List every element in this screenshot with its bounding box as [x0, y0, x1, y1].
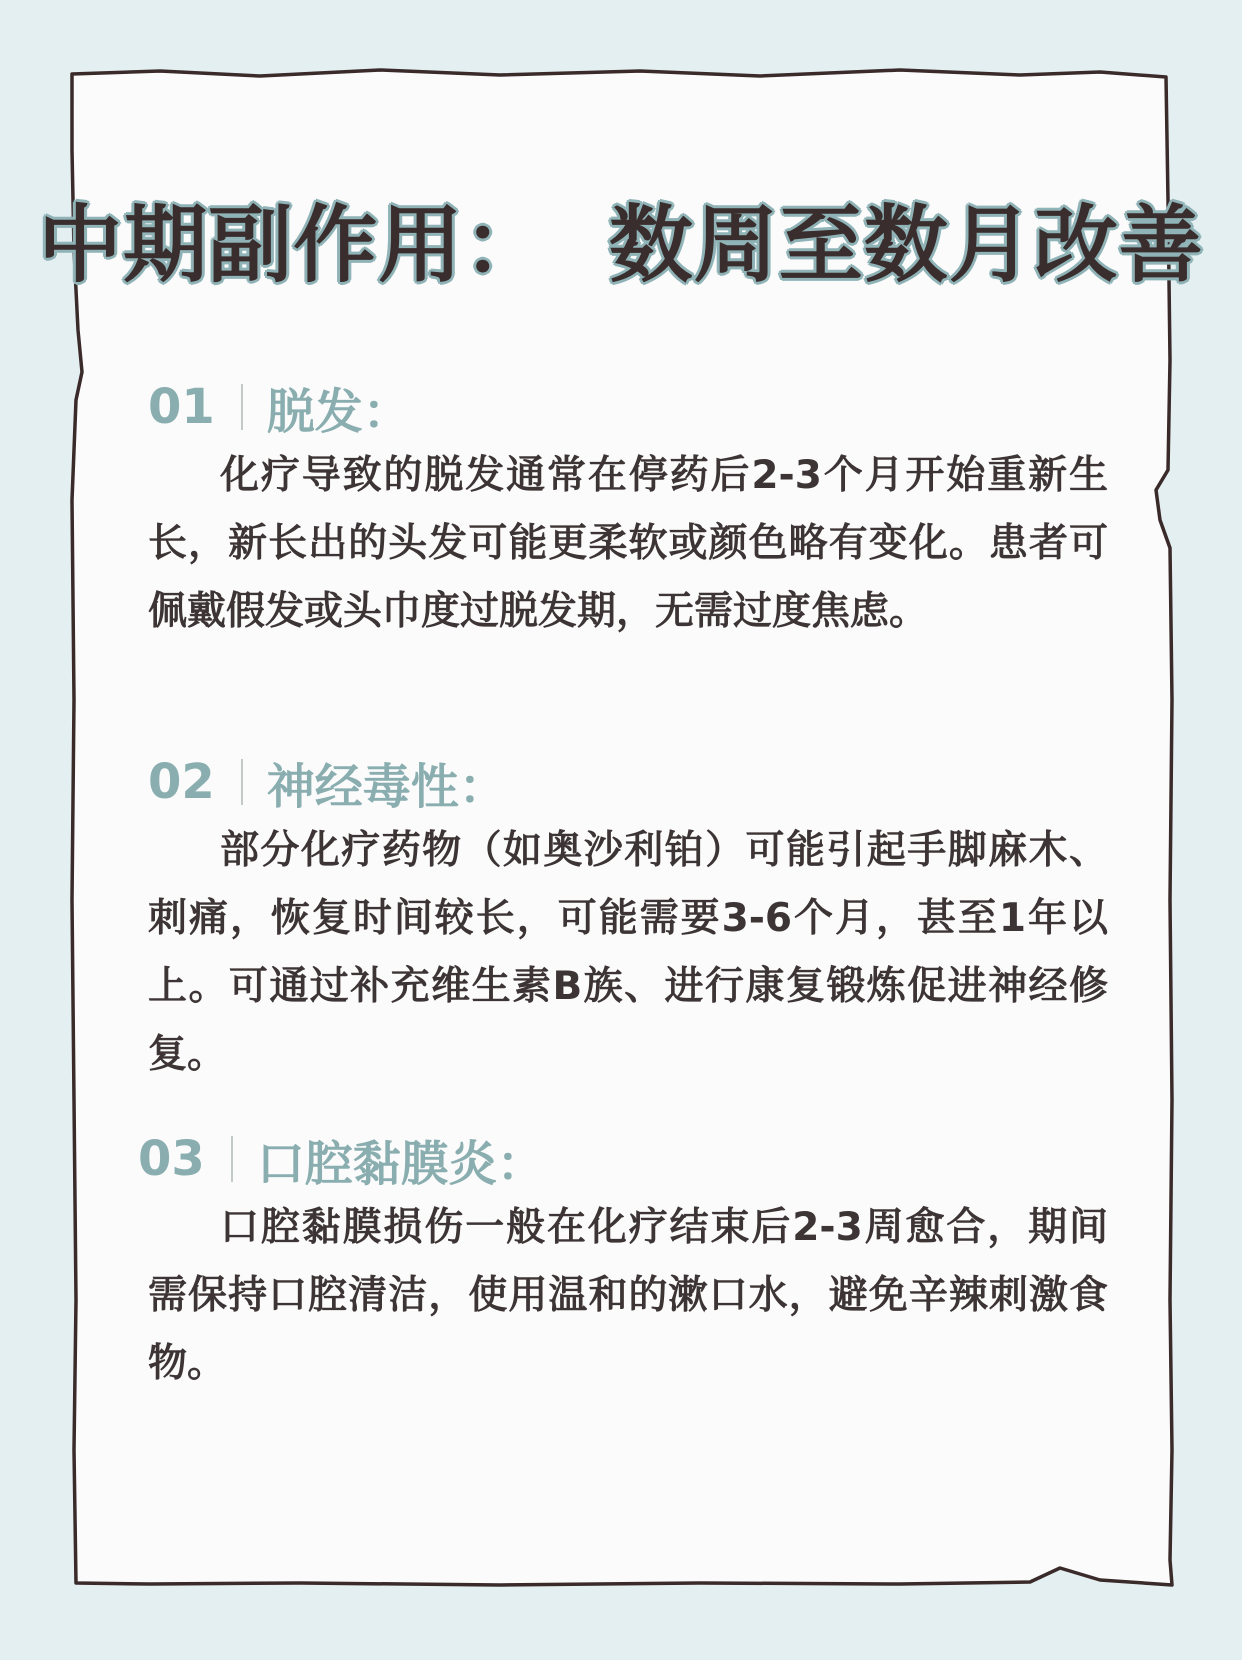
- section-neurotoxicity: [148, 747, 1108, 1089]
- section-heading: 脱发：: [266, 383, 411, 440]
- section-divider: [231, 1136, 233, 1182]
- section-number: 01: [148, 379, 215, 435]
- section-body: 口腔黏膜损伤一般在化疗结束后2-3周愈合，期间需保持口腔清洁，使用温和的漱口水，避免辛辣刺激食物。: [148, 1205, 1108, 1386]
- section-header: [138, 1124, 1108, 1194]
- section-hair-loss: [148, 372, 1108, 646]
- section-oral-mucositis: [138, 1124, 1108, 1398]
- section-divider: [241, 384, 243, 430]
- section-heading: 神经毒性：: [266, 758, 507, 815]
- section-header: [148, 747, 1108, 817]
- section-body: 部分化疗药物（如奥沙利铂）可能引起手脚麻木、刺痛，恢复时间较长，可能需要3-6个月，甚至1年以上。可通过补充维生素B族、进行康复锻炼促进神经修复。: [148, 828, 1108, 1077]
- section-divider: [241, 759, 243, 805]
- section-heading: 口腔黏膜炎：: [256, 1135, 545, 1192]
- section-number: 03: [138, 1131, 205, 1187]
- section-header: [148, 372, 1108, 442]
- page-title: 中期副作用： 数周至数月改善: [38, 196, 1204, 294]
- section-body: 化疗导致的脱发通常在停药后2-3个月开始重新生长，新长出的头发可能更柔软或颜色略有变化。患者可佩戴假发或头巾度过脱发期，无需过度焦虑。: [148, 453, 1108, 634]
- section-number: 02: [148, 754, 215, 810]
